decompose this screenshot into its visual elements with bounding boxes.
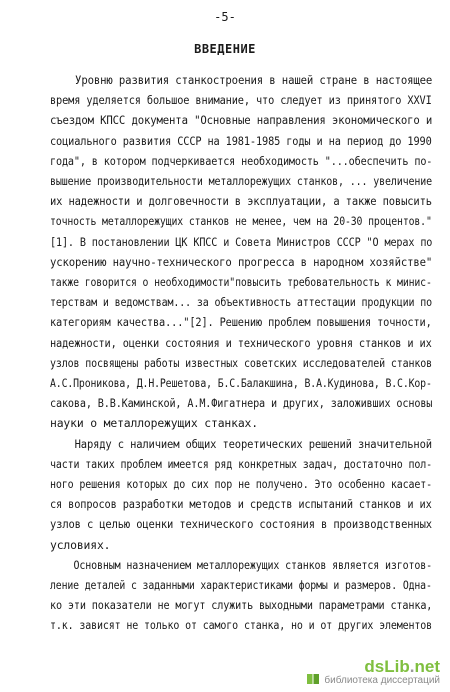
text-line: Уровню развития станкостроения в нашей стране в настоящее — [50, 73, 433, 87]
text-line: года", в котором подчеркивается необходимость "...обеспечить по- — [50, 153, 433, 168]
text-line: ся вопросов разработки методов и средств испытаний станков и их — [50, 497, 432, 512]
watermark-brand-tld: net — [414, 657, 440, 676]
text-line: условиях. — [50, 537, 111, 552]
text-line: А.С.Проникова, Д.Н.Решетова, Б.С.Балакшина, В.А.Кудинова, В.С.Кор- — [50, 376, 432, 390]
watermark — [306, 658, 440, 686]
book-icon — [306, 672, 320, 686]
text-line: Наряду с наличием общих теоретических решений значительной — [50, 436, 432, 451]
text-line: [1]. В постановлении ЦК КПСС и Совета Министров СССР "О мерах по — [50, 234, 433, 249]
text-line: Основным назначением металлорежущих станков является изготов- — [50, 557, 433, 572]
section-heading: ВВЕДЕНИЕ — [194, 42, 256, 56]
text-line: т.к. зависят не только от самого станка, но и от других элементов — [50, 618, 433, 633]
watermark-brand-dot: . — [409, 657, 415, 676]
text-line: надежности, оценки состояния и технического уровня станков и их — [50, 335, 432, 350]
text-line: вышение производительности металлорежущих станков, ... увеличение — [50, 174, 433, 188]
text-line: категориям качества..."[2]. Решению проблем повышения точности, — [50, 315, 432, 330]
text-line: ускорению научно-технического прогресса в народном хозяйстве" — [50, 254, 433, 269]
page-number: -5- — [214, 10, 236, 24]
text-line: терствам и ведомствам... за объективность аттестации продукции по — [50, 295, 433, 310]
text-line: их надежности и долговечности в эксплуатации, а также повысить — [50, 194, 432, 209]
text-line: ко эти показатели не могут служить выходными параметрами станка, — [50, 598, 433, 613]
text-line: ление деталей с заданными характеристиками формы и размеров. Одна- — [50, 578, 432, 592]
watermark-brand — [364, 658, 440, 675]
text-line: науки о металлорежущих станках. — [50, 416, 258, 431]
text-line: также говорится о необходимости"повысить требовательность к минис- — [50, 275, 432, 289]
text-line: время уделяется большое внимание, что следует из принятого XXVI — [50, 93, 432, 108]
text-line: узлов с целью оценки технического состояния в производственных — [50, 517, 432, 532]
text-line: точность металлорежущих станков не менее, чем на 20-30 процентов." — [50, 214, 432, 229]
text-line: сакова, В.В.Каминской, А.М.Фигатнера и других, заложивших основы — [50, 396, 433, 411]
text-line: съездом КПСС документа "Основные направления экономического и — [50, 113, 433, 128]
text-line: части таких проблем имеется ряд конкретных задач, достаточно пол- — [50, 456, 433, 471]
watermark-subtitle: библиотека диссертаций — [324, 675, 440, 686]
text-line: ного решения которых до сих пор не получено. Это особенно касает- — [50, 477, 433, 491]
text-line: узлов посвящены работы известных советских исследователей станков — [50, 355, 433, 370]
watermark-brand-main: dsLib — [364, 657, 410, 676]
text-line: социального развития СССР на 1981-1985 годы и на период до 1990 — [50, 133, 432, 148]
